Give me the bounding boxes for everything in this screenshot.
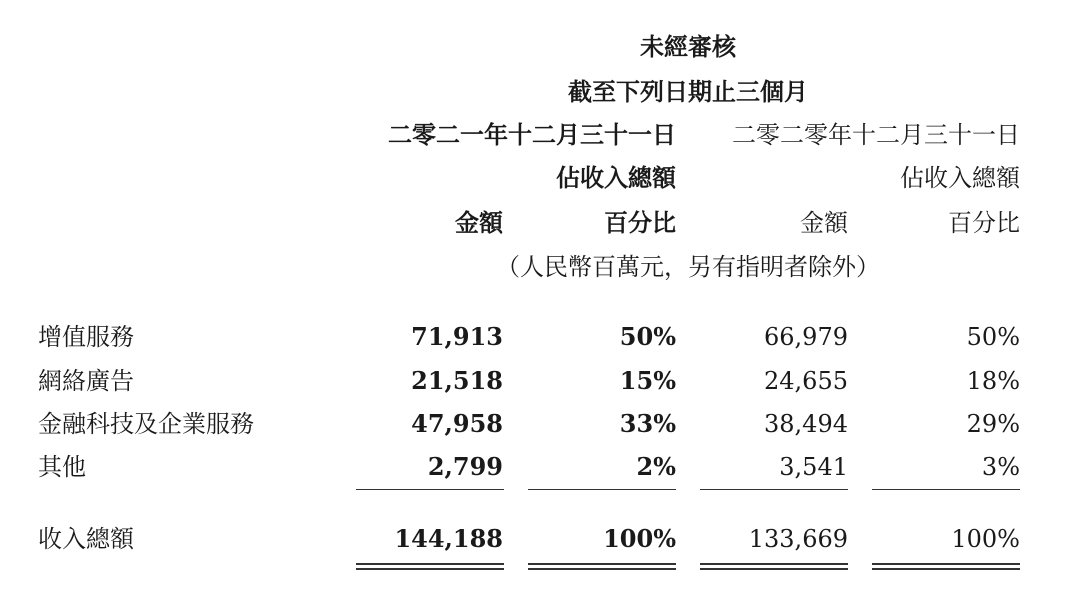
percent-2020: 29%	[966, 410, 1020, 438]
row-label: 金融科技及企業服務	[38, 410, 254, 438]
amount-2021: 21,518	[411, 366, 503, 395]
col-header-amount-2021: 金額	[455, 208, 503, 237]
subtotal-rule-percent-2021	[528, 489, 676, 490]
amount-2020: 38,494	[764, 410, 848, 438]
col-header-percent-2021: 百分比	[604, 208, 676, 237]
percent-2021: 15%	[619, 366, 676, 395]
row-label: 其他	[38, 453, 86, 481]
percent-2020: 18%	[966, 367, 1020, 395]
row-label: 增值服務	[38, 323, 134, 351]
total-amount-2020: 133,669	[748, 525, 848, 553]
total-percent-2021: 100%	[603, 524, 676, 553]
amount-2021: 71,913	[411, 322, 503, 351]
amount-2020: 24,655	[764, 367, 848, 395]
amount-2021: 47,958	[411, 409, 503, 438]
total-double-rule-percent-2021	[528, 563, 676, 570]
percent-2020: 50%	[966, 323, 1020, 351]
col-header-amount-2020: 金額	[800, 209, 848, 237]
col-header-percent-2020: 百分比	[948, 209, 1020, 237]
header-pct-of-total-2020: 佔收入總額	[900, 164, 1020, 192]
percent-2021: 33%	[619, 409, 676, 438]
total-double-rule-amount-2021	[356, 563, 504, 570]
subtotal-rule-amount-2020	[700, 489, 848, 490]
subtotal-rule-percent-2020	[872, 489, 1020, 490]
unit-note: （人民幣百萬元，另有指明者除外）	[496, 253, 880, 281]
total-double-rule-amount-2020	[700, 563, 848, 570]
total-percent-2020: 100%	[951, 525, 1020, 553]
header-unaudited: 未經審核	[640, 32, 736, 61]
percent-2021: 2%	[636, 452, 676, 481]
total-double-rule-percent-2020	[872, 563, 1020, 570]
total-label: 收入總額	[38, 525, 134, 553]
total-amount-2021: 144,188	[394, 524, 503, 553]
amount-2021: 2,799	[427, 452, 503, 481]
header-period: 截至下列日期止三個月	[568, 77, 808, 106]
subtotal-rule-amount-2021	[356, 489, 504, 490]
row-label: 網絡廣告	[38, 367, 134, 395]
amount-2020: 66,979	[764, 323, 848, 351]
header-pct-of-total-2021: 佔收入總額	[556, 163, 676, 192]
header-date-2021: 二零二一年十二月三十一日	[388, 120, 676, 149]
header-date-2020: 二零二零年十二月三十一日	[732, 121, 1020, 149]
percent-2020: 3%	[981, 453, 1020, 481]
amount-2020: 3,541	[779, 453, 848, 481]
percent-2021: 50%	[619, 322, 676, 351]
